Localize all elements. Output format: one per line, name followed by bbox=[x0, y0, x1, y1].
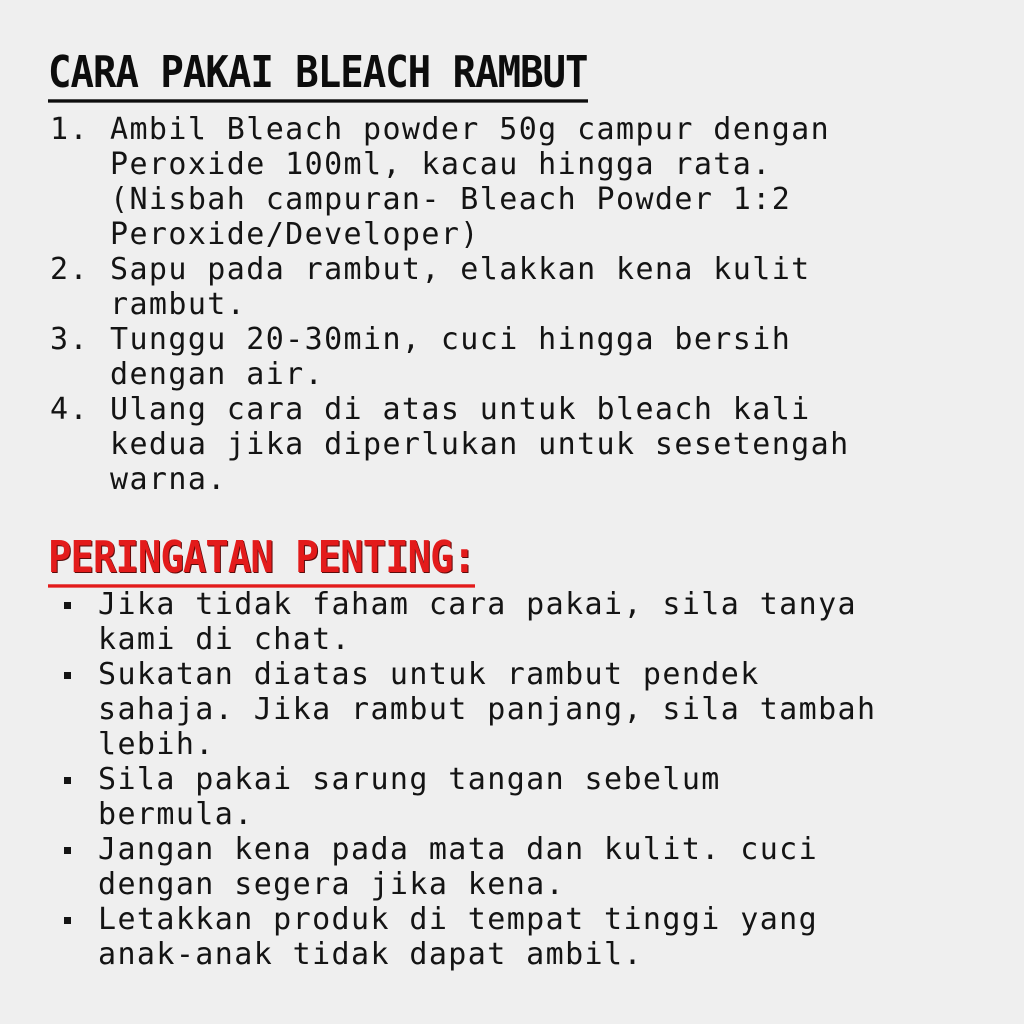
step-item bbox=[50, 322, 1010, 392]
step-text: Ambil Bleach powder 50g campur dengan Peroxide 100ml, kacau hingga rata. (Nisbah campuran- Bleach Powder 1:2 Peroxide/Developer) bbox=[110, 112, 831, 252]
step-item bbox=[50, 112, 1010, 252]
warning-item bbox=[60, 762, 1020, 832]
bullet-icon bbox=[60, 762, 98, 797]
warning-item bbox=[60, 832, 1020, 902]
step-number: 4. bbox=[50, 392, 89, 427]
warning-text: Sukatan diatas untuk rambut pendek sahaja. Jika rambut panjang, sila tambah lebih. bbox=[98, 657, 877, 762]
bullet-icon bbox=[60, 657, 98, 692]
bullet-icon bbox=[60, 587, 98, 622]
usage-heading: CARA PAKAI BLEACH RAMBUT bbox=[48, 50, 588, 103]
step-text: Tunggu 20-30min, cuci hingga bersih dengan air. bbox=[110, 322, 792, 392]
step-text: Ulang cara di atas untuk bleach kali kedua jika diperlukan untuk sesetengah warna. bbox=[110, 392, 850, 497]
step-number: 1. bbox=[50, 112, 89, 147]
warning-text: Letakkan produk di tempat tinggi yang anak-anak tidak dapat ambil. bbox=[98, 902, 819, 972]
step-item bbox=[50, 392, 1010, 497]
warning-text: Sila pakai sarung tangan sebelum bermula. bbox=[98, 762, 721, 832]
step-item bbox=[50, 252, 1010, 322]
warning-heading: PERINGATAN PENTING: bbox=[48, 535, 475, 588]
warning-text: Jangan kena pada mata dan kulit. cuci dengan segera jika kena. bbox=[98, 832, 819, 902]
step-text: Sapu pada rambut, elakkan kena kulit rambut. bbox=[110, 252, 811, 322]
step-number: 2. bbox=[50, 252, 89, 287]
usage-steps-list bbox=[50, 112, 1010, 497]
warnings-list bbox=[60, 587, 1020, 972]
warning-item bbox=[60, 902, 1020, 972]
warning-item bbox=[60, 587, 1020, 657]
bullet-icon bbox=[60, 832, 98, 867]
warning-item bbox=[60, 657, 1020, 762]
bullet-icon bbox=[60, 902, 98, 937]
warning-text: Jika tidak faham cara pakai, sila tanya kami di chat. bbox=[98, 587, 857, 657]
step-number: 3. bbox=[50, 322, 89, 357]
